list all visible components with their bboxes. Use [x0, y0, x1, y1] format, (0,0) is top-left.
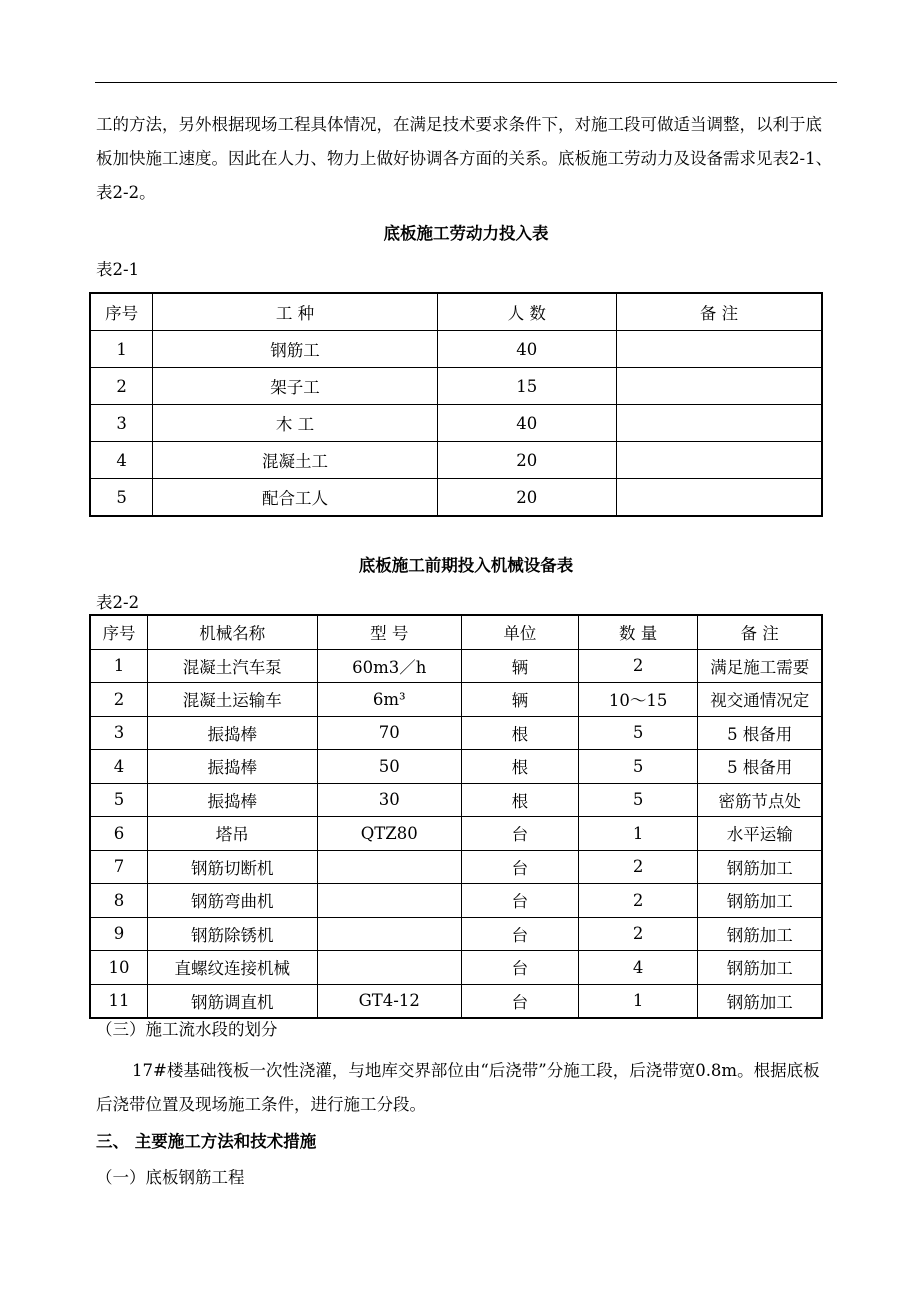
cell: 混凝土工 — [153, 442, 437, 479]
cell: 40 — [437, 331, 617, 368]
cell: 台 — [461, 917, 578, 951]
cell: 混凝土运输车 — [147, 683, 317, 717]
cell: 台 — [461, 884, 578, 918]
cell: 钢筋弯曲机 — [147, 884, 317, 918]
header-cell: 序号 — [90, 615, 147, 649]
cell: 塔吊 — [147, 817, 317, 851]
table-row — [90, 951, 822, 985]
cell: 辆 — [461, 683, 578, 717]
cell: QTZ80 — [317, 817, 461, 851]
cell: 5 — [90, 479, 153, 517]
cell: 1 — [578, 817, 697, 851]
table-row — [90, 917, 822, 951]
cell: 辆 — [461, 649, 578, 683]
table-row — [90, 649, 822, 683]
cell: 8 — [90, 884, 147, 918]
table-row — [90, 984, 822, 1018]
cell: 4 — [90, 750, 147, 784]
cell — [617, 479, 822, 517]
cell: 台 — [461, 984, 578, 1018]
cell: 钢筋工 — [153, 331, 437, 368]
header-cell: 人 数 — [437, 293, 617, 331]
header-cell: 型 号 — [317, 615, 461, 649]
cell: 5 根备用 — [698, 750, 822, 784]
cell: 根 — [461, 716, 578, 750]
table-header-row — [90, 293, 822, 331]
cell: 7 — [90, 850, 147, 884]
cell: 2 — [578, 649, 697, 683]
table-row — [90, 479, 822, 517]
section-flow-heading: （三）施工流水段的划分 — [96, 1020, 278, 1039]
cell: 3 — [90, 405, 153, 442]
equipment-table — [89, 614, 823, 1019]
cell — [317, 884, 461, 918]
cell: 钢筋切断机 — [147, 850, 317, 884]
table1-label: 表2-1 — [96, 260, 140, 279]
cell: 20 — [437, 479, 617, 517]
cell — [617, 405, 822, 442]
header-cell: 序号 — [90, 293, 153, 331]
cell: 台 — [461, 850, 578, 884]
cell: 5 — [578, 783, 697, 817]
cell: 1 — [578, 984, 697, 1018]
table-row — [90, 716, 822, 750]
cell: 5 — [578, 716, 697, 750]
cell: 1 — [90, 331, 153, 368]
cell: 15 — [437, 368, 617, 405]
cell: 钢筋加工 — [698, 917, 822, 951]
cell: 4 — [90, 442, 153, 479]
header-cell: 机械名称 — [147, 615, 317, 649]
cell: 架子工 — [153, 368, 437, 405]
table-row — [90, 750, 822, 784]
cell: 2 — [578, 850, 697, 884]
table-row — [90, 884, 822, 918]
table-row — [90, 783, 822, 817]
cell: 10 — [90, 951, 147, 985]
header-cell: 备 注 — [617, 293, 822, 331]
intro-paragraph: 工的方法，另外根据现场工程具体情况，在满足技术要求条件下，对施工段可做适当调整，以利于底板加快施工速度。因此在人力、物力上做好协调各方面的关系。底板施工劳动力及设备需求见表2-1、表2-2。 — [96, 115, 833, 202]
cell: 满足施工需要 — [698, 649, 822, 683]
cell: 3 — [90, 716, 147, 750]
cell — [617, 442, 822, 479]
cell: 10～15 — [578, 683, 697, 717]
cell: 2 — [90, 368, 153, 405]
section-rebar-heading: （一）底板钢筋工程 — [96, 1168, 245, 1187]
cell: 5 — [578, 750, 697, 784]
cell: 钢筋调直机 — [147, 984, 317, 1018]
cell: 11 — [90, 984, 147, 1018]
cell: 台 — [461, 951, 578, 985]
table-row — [90, 817, 822, 851]
header-cell: 数 量 — [578, 615, 697, 649]
cell: 振捣棒 — [147, 750, 317, 784]
cell — [617, 331, 822, 368]
cell — [317, 917, 461, 951]
table-row — [90, 368, 822, 405]
cell: 振捣棒 — [147, 783, 317, 817]
cell: 2 — [90, 683, 147, 717]
table-row — [90, 331, 822, 368]
table-row — [90, 442, 822, 479]
cell: 1 — [90, 649, 147, 683]
cell — [317, 951, 461, 985]
cell: 60m3／h — [317, 649, 461, 683]
cell: 直螺纹连接机械 — [147, 951, 317, 985]
cell: 钢筋加工 — [698, 884, 822, 918]
cell: 5 — [90, 783, 147, 817]
cell — [617, 368, 822, 405]
cell: 木 工 — [153, 405, 437, 442]
table-header-row — [90, 615, 822, 649]
table2-label: 表2-2 — [96, 593, 140, 612]
cell — [317, 850, 461, 884]
header-rule — [95, 82, 837, 83]
section-heading: 三、 主要施工方法和技术措施 — [96, 1132, 317, 1151]
cell: 配合工人 — [153, 479, 437, 517]
cell: 钢筋加工 — [698, 850, 822, 884]
cell: 20 — [437, 442, 617, 479]
table1-title: 底板施工劳动力投入表 — [383, 224, 549, 243]
cell: 30 — [317, 783, 461, 817]
cell: 钢筋加工 — [698, 984, 822, 1018]
cell: 5 根备用 — [698, 716, 822, 750]
labor-table — [89, 292, 823, 517]
header-cell: 单位 — [461, 615, 578, 649]
cell: 视交通情况定 — [698, 683, 822, 717]
cell: 密筋节点处 — [698, 783, 822, 817]
cell: 振捣棒 — [147, 716, 317, 750]
cell: 2 — [578, 917, 697, 951]
cell: 9 — [90, 917, 147, 951]
header-cell: 备 注 — [698, 615, 822, 649]
cell: 钢筋除锈机 — [147, 917, 317, 951]
cell: 4 — [578, 951, 697, 985]
cell: 2 — [578, 884, 697, 918]
table2-title: 底板施工前期投入机械设备表 — [358, 556, 574, 575]
cell: 台 — [461, 817, 578, 851]
table-row — [90, 850, 822, 884]
table-row — [90, 683, 822, 717]
cell: 70 — [317, 716, 461, 750]
cell: 钢筋加工 — [698, 951, 822, 985]
cell: 40 — [437, 405, 617, 442]
cell: GT4-12 — [317, 984, 461, 1018]
cell: 50 — [317, 750, 461, 784]
cell: 6 — [90, 817, 147, 851]
table-row — [90, 405, 822, 442]
header-cell: 工 种 — [153, 293, 437, 331]
cell: 6m³ — [317, 683, 461, 717]
flow-paragraph: 17#楼基础筏板一次性浇灌，与地库交界部位由“后浇带”分施工段，后浇带宽0.8m。根据底板后浇带位置及现场施工条件，进行施工分段。 — [96, 1061, 820, 1114]
cell: 水平运输 — [698, 817, 822, 851]
cell: 根 — [461, 750, 578, 784]
cell: 根 — [461, 783, 578, 817]
cell: 混凝土汽车泵 — [147, 649, 317, 683]
